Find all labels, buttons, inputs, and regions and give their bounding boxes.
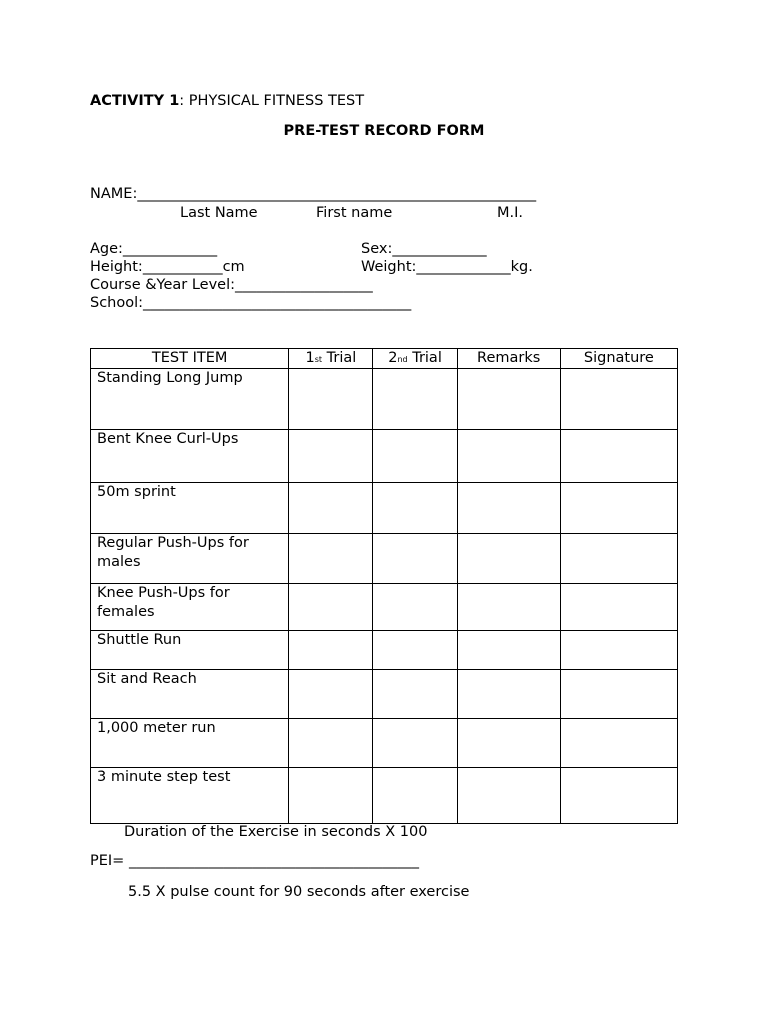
header-remarks: Remarks — [457, 349, 560, 369]
signature-cell[interactable] — [560, 430, 677, 483]
test-item-cell: 3 minute step test — [91, 768, 289, 824]
remarks-cell[interactable] — [457, 584, 560, 631]
remarks-cell[interactable] — [457, 369, 560, 430]
test-item-cell: Standing Long Jump — [91, 369, 289, 430]
name-sub-first: First name — [316, 205, 393, 221]
signature-cell[interactable] — [560, 584, 677, 631]
remarks-cell[interactable] — [457, 768, 560, 824]
course-year-field[interactable]: Course &Year Level:___________________ — [90, 277, 373, 293]
first-trial-cell[interactable] — [289, 430, 373, 483]
activity-title: : PHYSICAL FITNESS TEST — [179, 93, 365, 109]
signature-cell[interactable] — [560, 768, 677, 824]
formula-denominator: 5.5 X pulse count for 90 seconds after exercise — [128, 884, 470, 900]
second-trial-cell[interactable] — [373, 430, 457, 483]
weight-field[interactable]: Weight:_____________kg. — [361, 259, 533, 275]
table-row — [91, 584, 678, 631]
test-item-cell: 50m sprint — [91, 483, 289, 534]
first-trial-cell[interactable] — [289, 369, 373, 430]
remarks-cell[interactable] — [457, 483, 560, 534]
header-first-trial — [289, 349, 373, 369]
signature-cell[interactable] — [560, 483, 677, 534]
formula-numerator: Duration of the Exercise in seconds X 100 — [124, 824, 428, 840]
first-trial-cell[interactable] — [289, 483, 373, 534]
test-item-cell: Knee Push-Ups for females — [91, 584, 289, 631]
name-sub-mi: M.I. — [497, 205, 524, 221]
second-trial-cell[interactable] — [373, 719, 457, 768]
header-signature: Signature — [560, 349, 677, 369]
first-trial-cell[interactable] — [289, 631, 373, 670]
test-item-cell: Sit and Reach — [91, 670, 289, 719]
remarks-cell[interactable] — [457, 631, 560, 670]
table-row — [91, 534, 678, 584]
remarks-cell[interactable] — [457, 670, 560, 719]
form-title: PRE-TEST RECORD FORM — [283, 123, 485, 139]
header-second-trial-sup: nd — [397, 355, 408, 364]
signature-cell[interactable] — [560, 631, 677, 670]
first-trial-cell[interactable] — [289, 670, 373, 719]
table-row — [91, 670, 678, 719]
remarks-cell[interactable] — [457, 719, 560, 768]
pei-field[interactable]: PEI= ________________________________________ — [90, 853, 419, 869]
table-header-row — [91, 349, 678, 369]
signature-cell[interactable] — [560, 670, 677, 719]
table-row — [91, 719, 678, 768]
first-trial-cell[interactable] — [289, 719, 373, 768]
header-first-trial-num: 1 — [305, 350, 315, 366]
second-trial-cell[interactable] — [373, 369, 457, 430]
table-row — [91, 768, 678, 824]
activity-label: ACTIVITY 1 — [90, 93, 180, 109]
header-first-trial-sup: st — [314, 355, 323, 364]
second-trial-cell[interactable] — [373, 483, 457, 534]
header-second-trial-num: 2 — [388, 350, 398, 366]
second-trial-cell[interactable] — [373, 534, 457, 584]
first-trial-cell[interactable] — [289, 584, 373, 631]
table-row — [91, 631, 678, 670]
signature-cell[interactable] — [560, 534, 677, 584]
activity-heading — [90, 92, 364, 110]
first-trial-cell[interactable] — [289, 768, 373, 824]
test-item-cell: Regular Push-Ups for males — [91, 534, 289, 584]
table-row — [91, 483, 678, 534]
signature-cell[interactable] — [560, 719, 677, 768]
school-field[interactable]: School:_____________________________________ — [90, 295, 412, 311]
sex-field[interactable]: Sex:_____________ — [361, 241, 487, 257]
test-item-cell: Shuttle Run — [91, 631, 289, 670]
header-test-item: TEST ITEM — [91, 349, 289, 369]
first-trial-cell[interactable] — [289, 534, 373, 584]
signature-cell[interactable] — [560, 369, 677, 430]
fitness-test-table — [90, 348, 678, 824]
test-item-cell: 1,000 meter run — [91, 719, 289, 768]
name-sub-last: Last Name — [180, 205, 258, 221]
remarks-cell[interactable] — [457, 534, 560, 584]
height-field[interactable]: Height:___________cm — [90, 259, 245, 275]
second-trial-cell[interactable] — [373, 670, 457, 719]
second-trial-cell[interactable] — [373, 768, 457, 824]
second-trial-cell[interactable] — [373, 584, 457, 631]
header-second-trial-word: Trial — [407, 350, 442, 366]
header-second-trial — [373, 349, 457, 369]
test-item-cell: Bent Knee Curl-Ups — [91, 430, 289, 483]
table-row — [91, 430, 678, 483]
header-first-trial-word: Trial — [322, 350, 357, 366]
name-field[interactable]: NAME:_______________________________________________________ — [90, 186, 537, 202]
remarks-cell[interactable] — [457, 430, 560, 483]
table-row — [91, 369, 678, 430]
second-trial-cell[interactable] — [373, 631, 457, 670]
age-field[interactable]: Age:_____________ — [90, 241, 218, 257]
